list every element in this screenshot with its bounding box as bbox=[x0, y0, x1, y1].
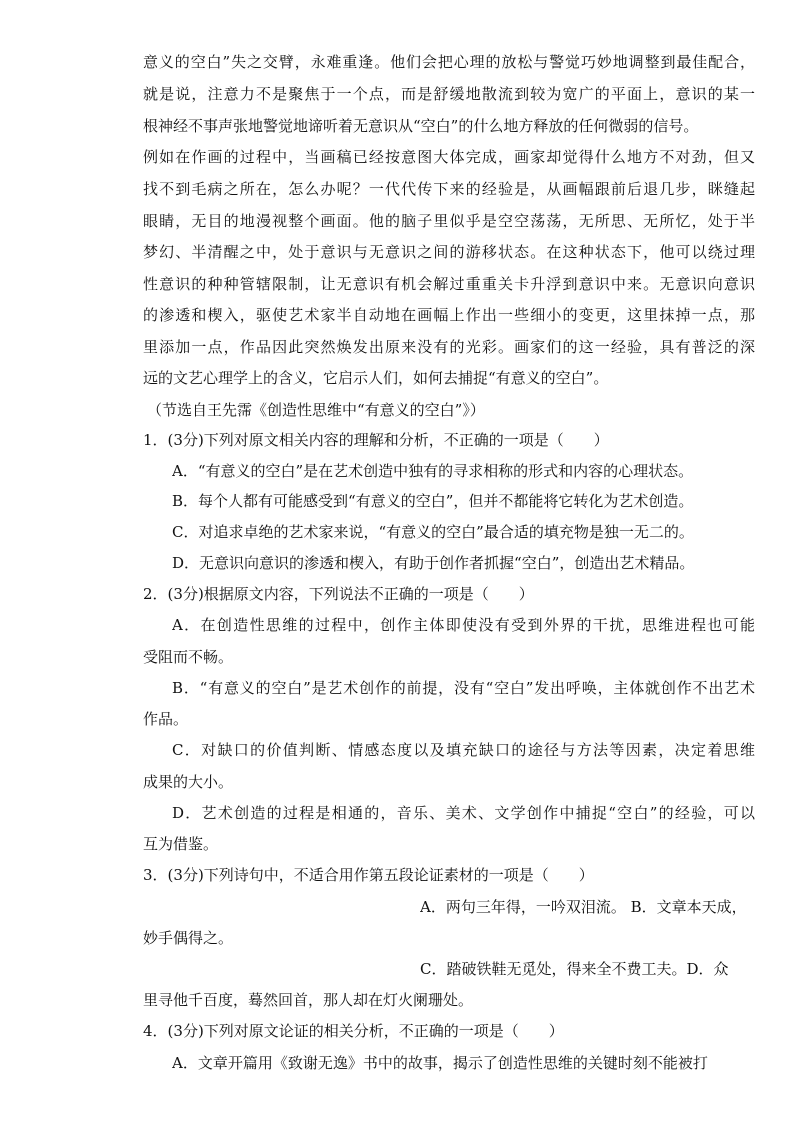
passage-line: 远的文艺心理学上的含义，它启示人们，如何去捕捉“有意义的空白”。 bbox=[143, 369, 609, 387]
passage-line: 意义的空白”失之交臂，永难重逢。他们会把心理的放松与警觉巧妙地调整到最佳配合， bbox=[143, 53, 755, 71]
question-1-option-b: B．每个人都有可能感受到“有意义的空白”，但并不都能将它转化为艺术创造。 bbox=[172, 492, 694, 510]
passage-line: 性意识的种种管辖限制，让无意识有机会解过重重关卡升浮到意识中来。无意识向意识 bbox=[143, 275, 755, 293]
passage-line: 例如在作画的过程中，当画稿已经按意图大体完成，画家却觉得什么地方不对劲，但又 bbox=[143, 148, 755, 166]
passage-line: 的渗透和楔入，驱使艺术家半自动地在画幅上作出一些细小的变更，这里抹掉一点，那 bbox=[143, 306, 755, 324]
passage-line: 根神经不事声张地警觉地谛听着无意识从“空白”的什么地方释放的任何微弱的信号。 bbox=[143, 117, 699, 135]
question-2-option-c: C．对缺口的价值判断、情感态度以及填充缺口的途径与方法等因素，决定着思维 bbox=[172, 741, 755, 759]
question-2-option-c-cont: 成果的大小。 bbox=[143, 773, 234, 791]
passage-line: 找不到毛病之所在，怎么办呢？一代代传下来的经验是，从画幅跟前后退几步，眯缝起 bbox=[143, 180, 755, 198]
question-3-options-ab: A．两句三年得，一吟双泪流。 B．文章本天成， bbox=[420, 898, 747, 916]
question-1-option-d: D．无意识向意识的渗透和楔入，有助于创作者抓握“空白”，创造出艺术精品。 bbox=[172, 554, 695, 572]
question-2-option-a-cont: 受阻而不畅。 bbox=[143, 648, 234, 666]
question-2-option-a: A．在创造性思维的过程中，创作主体即使没有受到外界的干扰，思维进程也可能 bbox=[172, 616, 755, 634]
passage-line: 里添加一点，作品因此突然焕发出原来没有的光彩。画家们的这一经验，具有普泛的深 bbox=[143, 338, 755, 356]
question-3-options-ab-cont: 妙手偶得之。 bbox=[143, 929, 234, 947]
question-2-option-b: B．“有意义的空白”是艺术创作的前提，没有“空白”发出呼唤，主体就创作不出艺术 bbox=[172, 679, 755, 697]
passage-line: 就是说，注意力不是聚焦于一个点，而是舒缓地散流到较为宽广的平面上，意识的某一 bbox=[143, 85, 755, 103]
question-2-option-d-cont: 互为借鉴。 bbox=[143, 835, 219, 853]
question-3-options-cd: C．踏破铁鞋无觅处，得来全不费工夫。D．众 bbox=[420, 960, 729, 978]
passage-source: （节选自王先霈《创造性思维中“有意义的空白”》） bbox=[147, 401, 485, 419]
question-2-stem: 2．(3分)根据原文内容，下列说法不正确的一项是（ ） bbox=[143, 585, 534, 603]
passage-line: 眼睛，无目的地漫视整个画面。他的脑子里似乎是空空荡荡，无所思、无所忆，处于半 bbox=[143, 212, 755, 230]
question-4-stem: 4．(3分)下列对原文论证的相关分析，不正确的一项是（ ） bbox=[143, 1022, 564, 1040]
question-1-option-a: A．“有意义的空白”是在艺术创造中独有的寻求相称的形式和内容的心理状态。 bbox=[172, 462, 694, 480]
question-3-options-cd-cont: 里寻他千百度，蓦然回首，那人却在灯火阑珊处。 bbox=[143, 991, 474, 1009]
question-2-option-d: D．艺术创造的过程是相通的，音乐、美术、文学创作中捕捉“空白”的经验，可以 bbox=[172, 804, 755, 822]
passage-line: 梦幻、半清醒之中，处于意识与无意识之间的游移状态。在这种状态下，他可以绕过理 bbox=[143, 243, 755, 261]
question-1-option-c: C．对追求卓绝的艺术家来说，“有意义的空白”最合适的填充物是独一无二的。 bbox=[172, 523, 694, 541]
question-3-stem: 3．(3分)下列诗句中，不适合用作第五段论证素材的一项是（ ） bbox=[143, 866, 594, 884]
question-4-option-a: A．文章开篇用《致谢无逸》书中的故事，揭示了创造性思维的关键时刻不能被打 bbox=[172, 1054, 708, 1072]
question-1-stem: 1．(3分)下列对原文相关内容的理解和分析，不正确的一项是（ ） bbox=[143, 431, 609, 449]
question-2-option-b-cont: 作品。 bbox=[143, 710, 189, 728]
